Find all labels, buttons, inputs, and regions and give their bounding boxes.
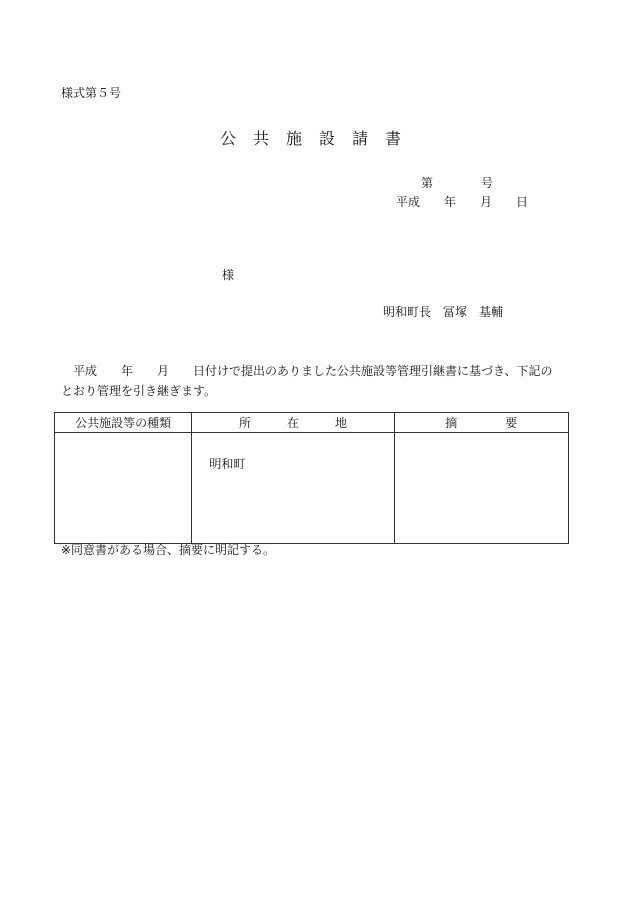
document-number: 第 号 (421, 176, 494, 190)
cell-remarks (394, 433, 568, 544)
issuer: 明和町長 冨塚 基輔 (383, 305, 504, 319)
document-date: 平成 年 月 日 (396, 195, 529, 209)
footnote: ※同意書がある場合、摘要に明記する。 (61, 543, 276, 557)
cell-facility-type (55, 433, 192, 544)
header-facility-type: 公共施設等の種類 (55, 413, 192, 433)
facilities-table (54, 412, 569, 544)
header-remarks: 摘 要 (394, 413, 568, 433)
body-text (61, 361, 576, 401)
form-number: 様式第５号 (61, 86, 122, 100)
header-location: 所 在 地 (192, 413, 394, 433)
addressee: 様 (222, 268, 235, 282)
body-line-1: 平成 年 月 日付けで提出のありました公共施設等管理引継書に基づき、下記の (61, 364, 553, 378)
body-line-2: とおり管理を引き継ぎます。 (61, 384, 217, 398)
document-title: 公共施設請書 (219, 129, 418, 148)
cell-location: 明和町 (192, 433, 394, 544)
table-row (55, 433, 569, 544)
table-header-row (55, 413, 569, 433)
